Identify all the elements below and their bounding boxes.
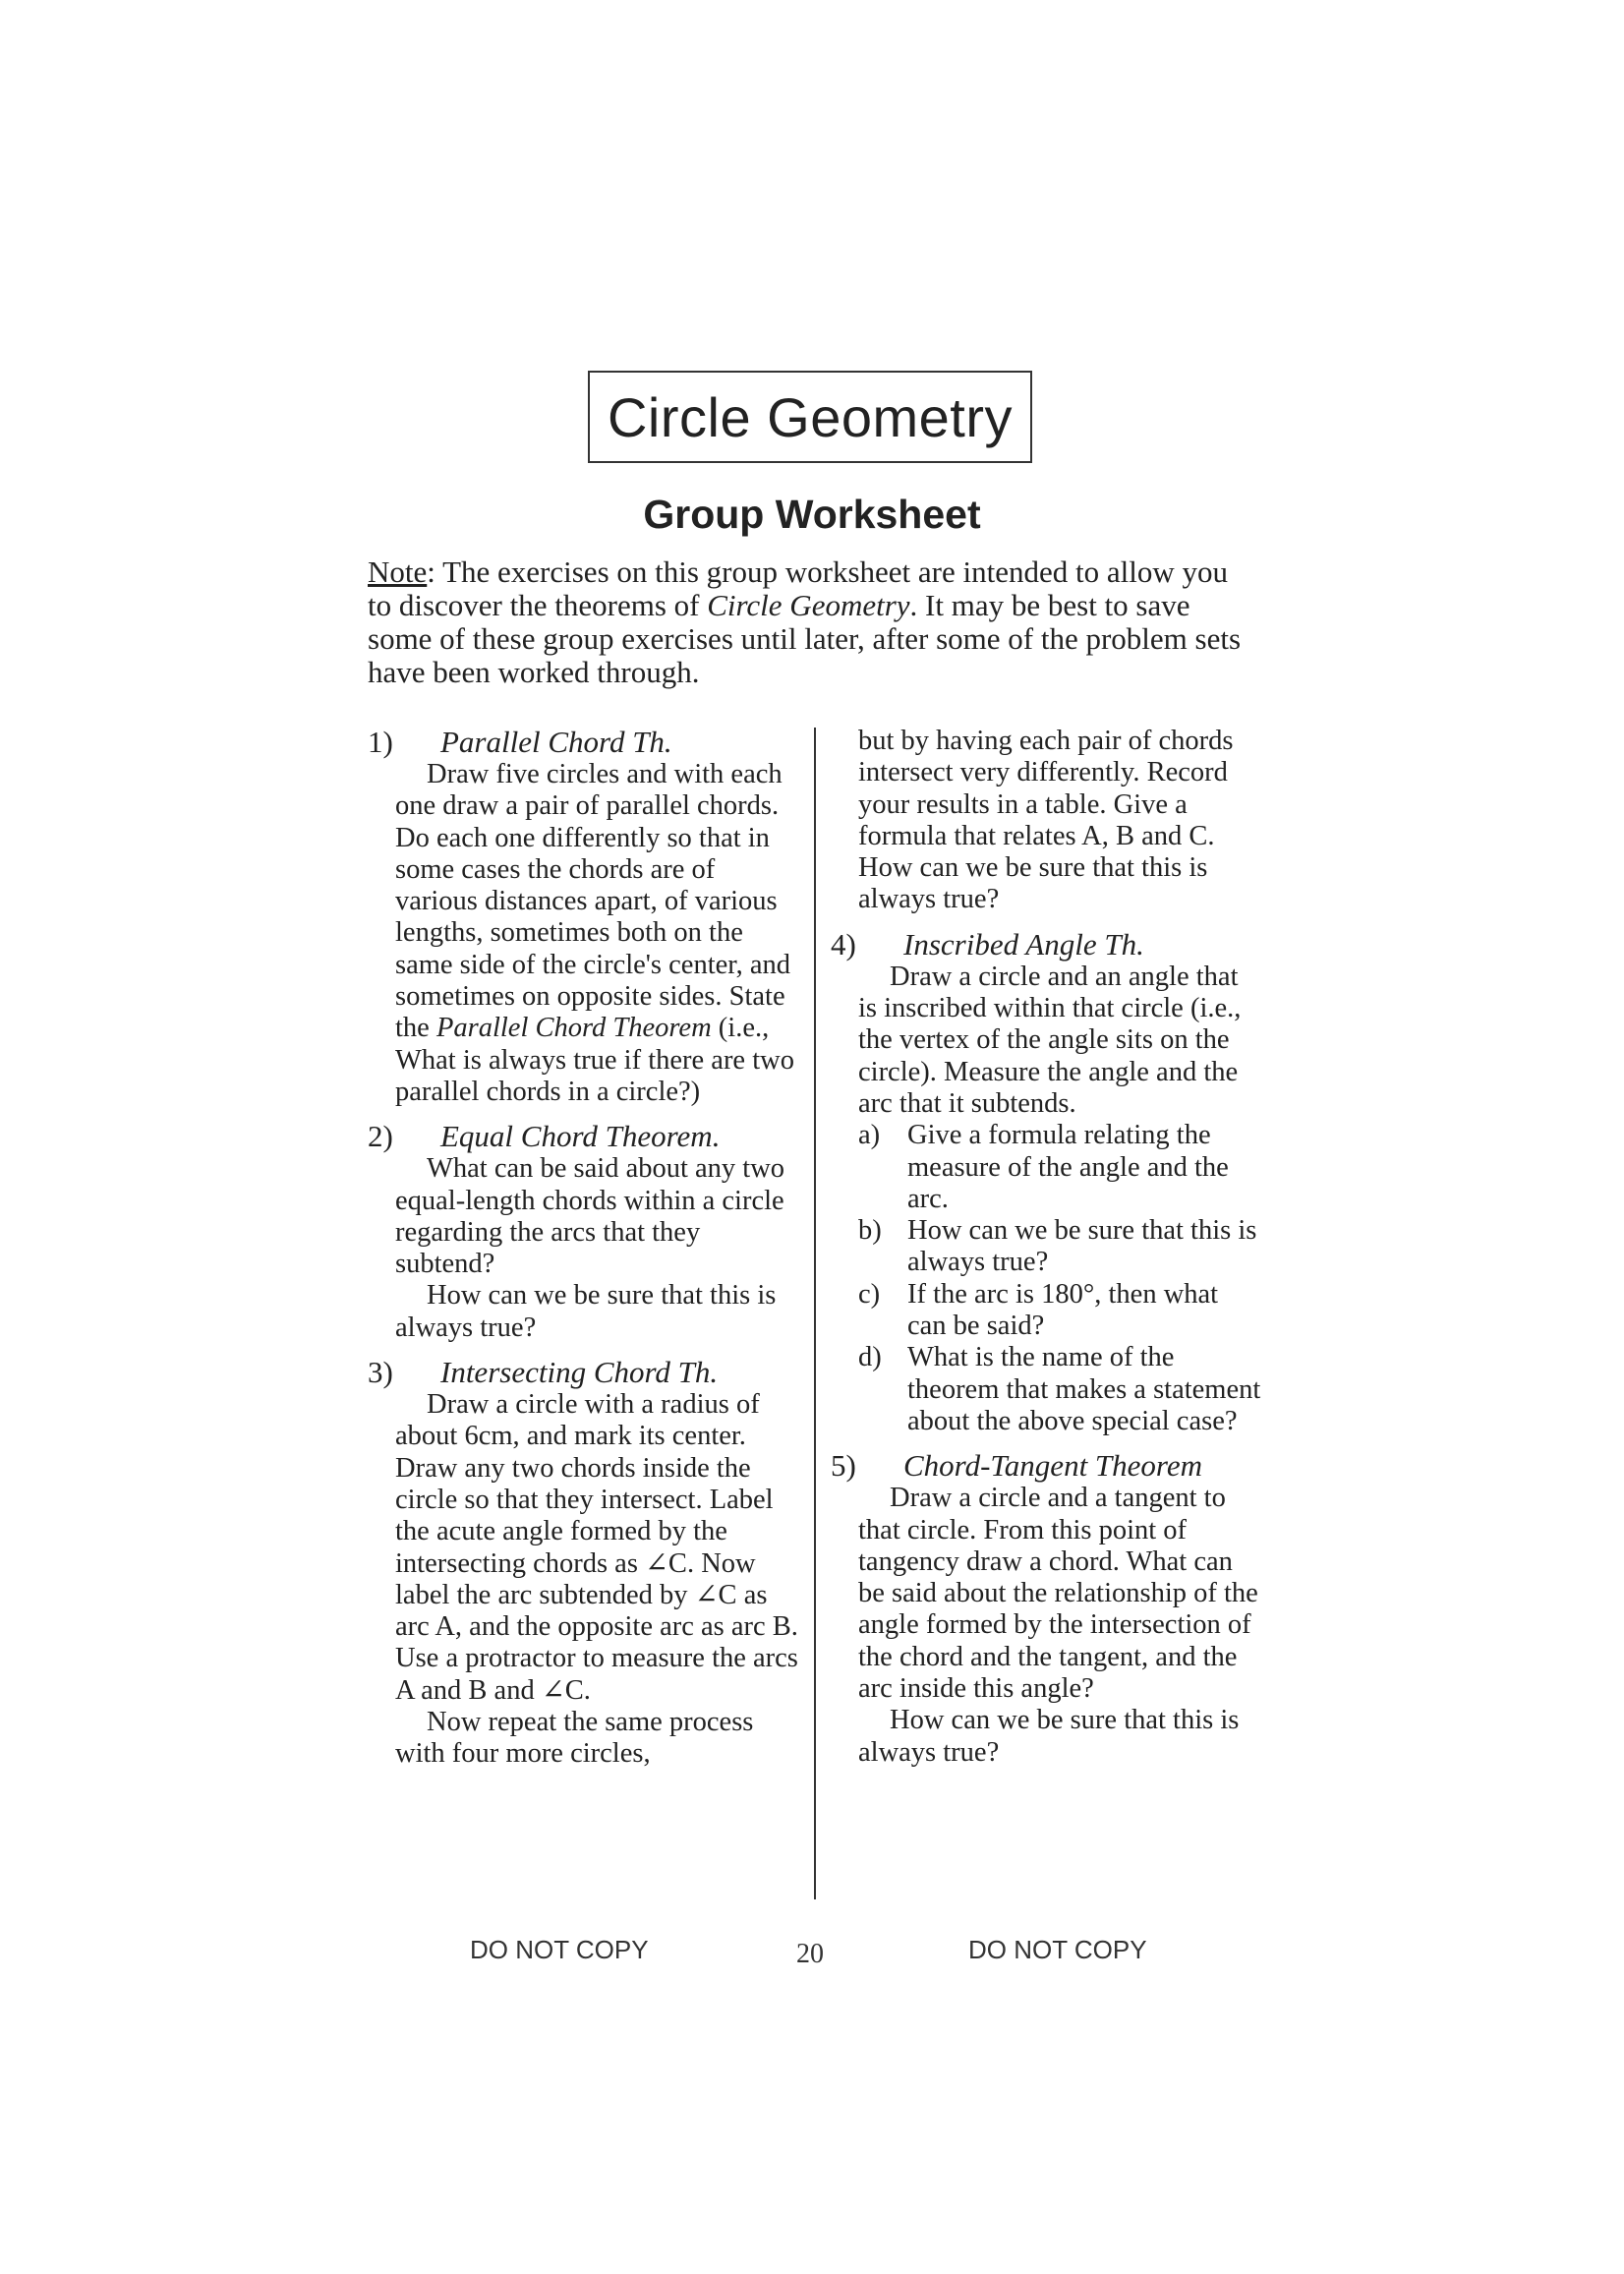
exercise-3-title: Intersecting Chord Th. bbox=[440, 1355, 719, 1390]
subquestion-letter: b) bbox=[858, 1215, 882, 1247]
note-text-1: The exercises on this group worksheet are intended to allow you to discover the theorems of bbox=[368, 554, 1228, 622]
exercise-5-body: Draw a circle and a tangent to that circle. From this point of tangency draw a chord. What can be said about the relationship of the angle formed by the intersection of the chord and the tangent, and the arc inside this angle? bbox=[858, 1483, 1258, 1705]
worksheet-subtitle: Group Worksheet bbox=[643, 492, 981, 537]
subquestion-text: How can we be sure that this is always true? bbox=[907, 1215, 1257, 1278]
exercise-3-continued bbox=[831, 726, 1263, 916]
subquestion-text: What is the name of the theorem that makes a statement about the above special case? bbox=[907, 1342, 1261, 1436]
subquestion-letter: a) bbox=[858, 1120, 881, 1151]
footer-copy-notice-right: DO NOT COPY bbox=[968, 1935, 1147, 1964]
exercise-5-followup: How can we be sure that this is always true? bbox=[858, 1705, 1240, 1768]
exercise-1-body-text: Draw five circles and with each one draw a pair of parallel chords. Do each one differently so that in some cases the chords are of various distances apart, of various lengths, sometimes both on the same side of the circle's center, and sometimes on opposite sides. State the bbox=[395, 759, 791, 1044]
list-item bbox=[858, 1215, 1263, 1279]
exercise-3 bbox=[368, 1356, 800, 1771]
subquestion-letter: d) bbox=[858, 1342, 882, 1373]
list-item bbox=[858, 1279, 1263, 1343]
exercise-5-number: 5) bbox=[831, 1448, 856, 1484]
exercise-1-body-question: (i.e., What is always true if there are two parallel chords in a circle?) bbox=[395, 1013, 794, 1107]
exercise-2 bbox=[368, 1120, 800, 1344]
page-number: 20 bbox=[796, 1939, 824, 1969]
exercise-4-subquestions bbox=[831, 1120, 1263, 1437]
subquestion-text: If the arc is 180°, then what can be said? bbox=[907, 1278, 1219, 1342]
exercise-1-number: 1) bbox=[368, 725, 393, 759]
column-divider bbox=[814, 728, 816, 1899]
exercise-2-number: 2) bbox=[368, 1119, 393, 1154]
exercise-5 bbox=[831, 1449, 1263, 1769]
footer-copy-notice-left: DO NOT COPY bbox=[470, 1935, 649, 1964]
exercise-4-number: 4) bbox=[831, 926, 856, 962]
exercise-4 bbox=[831, 928, 1263, 1437]
exercise-1 bbox=[368, 726, 800, 1108]
note-italic: Circle Geometry bbox=[707, 588, 910, 622]
exercise-2-title: Equal Chord Theorem. bbox=[440, 1119, 721, 1154]
exercise-1-title: Parallel Chord Th. bbox=[440, 725, 672, 759]
exercise-3-number: 3) bbox=[368, 1355, 393, 1390]
note-text-2: . It may be best to save some of these group exercises until later, after some of the problem sets have been worked through. bbox=[368, 588, 1242, 689]
exercise-2-body: What can be said about any two equal-length chords within a circle regarding the arcs that they subtend? bbox=[395, 1153, 785, 1280]
right-column bbox=[831, 726, 1263, 1780]
exercise-4-title: Inscribed Angle Th. bbox=[903, 926, 1144, 962]
exercise-3-repeat: Now repeat the same process with four more circles, bbox=[395, 1707, 754, 1770]
exercise-3-continued-text: but by having each pair of chords intersect very differently. Record your results in a table. Give a formula that relates A, B and C. How can we be sure that this is always true? bbox=[858, 726, 1234, 915]
exercise-1-body bbox=[368, 759, 800, 1108]
exercise-3-body: Draw a circle with a radius of about 6cm, and mark its center. Draw any two chords inside the circle so that they intersect. Label the acute angle formed by the intersecting chords as ∠C. Now label the arc subtended by ∠C as arc A, and the opposite arc as arc B. Use a protractor to measure the arcs A and B and ∠C. bbox=[395, 1389, 798, 1706]
subquestion-letter: c) bbox=[858, 1278, 881, 1310]
left-column bbox=[368, 726, 800, 1782]
exercise-4-body: Draw a circle and an angle that is inscribed within that circle (i.e., the vertex of the angle sits on the circle). Measure the angle and the arc that it subtends. bbox=[858, 961, 1242, 1119]
list-item bbox=[858, 1342, 1263, 1437]
exercise-5-title: Chord-Tangent Theorem bbox=[903, 1448, 1202, 1484]
exercise-2-followup: How can we be sure that this is always true? bbox=[395, 1280, 777, 1343]
subquestion-text: Give a formula relating the measure of the angle and the arc. bbox=[907, 1120, 1229, 1214]
note-colon: : bbox=[427, 554, 435, 589]
page-title: Circle Geometry bbox=[588, 371, 1032, 463]
note-label: Note bbox=[368, 554, 428, 589]
exercise-1-theorem-name: Parallel Chord Theorem bbox=[435, 1013, 712, 1044]
list-item bbox=[858, 1120, 1263, 1215]
intro-note bbox=[368, 555, 1252, 689]
